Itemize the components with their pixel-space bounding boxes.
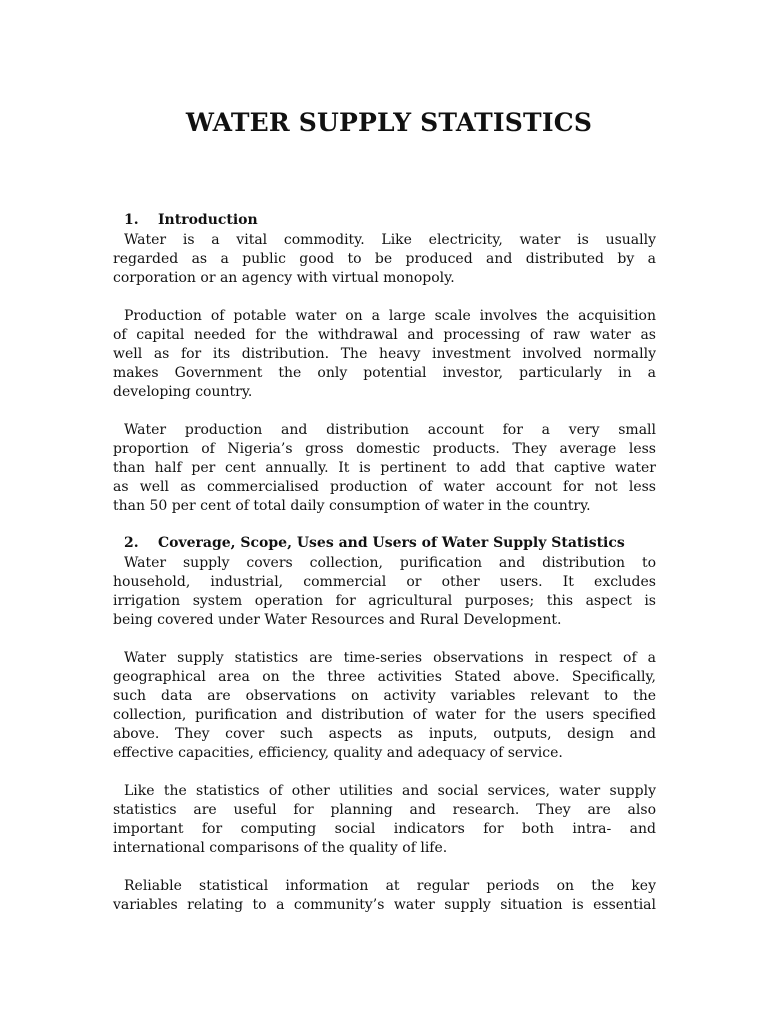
paragraph-line: effective capacities, efficiency, quality and adequacy of service. <box>113 745 563 761</box>
section-heading <box>124 535 625 551</box>
paragraph-line: irrigation system operation for agricultural purposes; this aspect is <box>113 593 656 609</box>
paragraph-line: developing country. <box>113 384 253 400</box>
paragraph-line: geographical area on the three activities Stated above. Specifically, <box>113 669 656 685</box>
paragraph <box>113 231 656 288</box>
paragraph-line: of capital needed for the withdrawal and processing of raw water as <box>113 327 656 343</box>
paragraph-line: collection, purification and distribution of water for the users specified <box>113 707 656 723</box>
section-heading-text: Coverage, Scope, Uses and Users of Water Supply Statistics <box>158 535 625 551</box>
paragraph-line: Reliable statistical information at regular periods on the key <box>124 878 656 894</box>
paragraph-line: above. They cover such aspects as inputs, outputs, design and <box>113 726 656 742</box>
paragraph-line: international comparisons of the quality of life. <box>113 840 448 856</box>
section-heading <box>124 212 258 228</box>
paragraph-line: important for computing social indicators for both intra- and <box>113 821 656 837</box>
paragraph-line: proportion of Nigeria’s gross domestic products. They average less <box>113 441 656 457</box>
section-heading-text: Introduction <box>158 212 258 228</box>
paragraph-line: as well as commercialised production of water account for not less <box>113 479 656 495</box>
paragraph-line: household, industrial, commercial or other users. It excludes <box>113 574 656 590</box>
paragraph-line: such data are observations on activity variables relevant to the <box>113 688 656 704</box>
paragraph-line: Like the statistics of other utilities and social services, water supply <box>124 783 656 799</box>
paragraph <box>113 649 656 763</box>
paragraph-line: Production of potable water on a large scale involves the acquisition <box>124 308 656 324</box>
paragraph-line: being covered under Water Resources and Rural Development. <box>113 612 562 628</box>
section-number: 1. <box>124 212 139 228</box>
paragraph <box>113 782 656 858</box>
paragraph <box>113 421 656 516</box>
paragraph-line: than half per cent annually. It is pertinent to add that captive water <box>113 460 656 476</box>
paragraph-line: statistics are useful for planning and research. They are also <box>113 802 656 818</box>
paragraph-line: Water production and distribution account for a very small <box>124 422 656 438</box>
paragraph-line: Water supply statistics are time-series observations in respect of a <box>124 650 656 666</box>
section-number: 2. <box>124 535 139 551</box>
paragraph-line: than 50 per cent of total daily consumption of water in the country. <box>113 498 591 514</box>
paragraph-line: makes Government the only potential investor, particularly in a <box>113 365 656 381</box>
paragraph-line: corporation or an agency with virtual monopoly. <box>113 270 455 286</box>
paragraph-line: Water is a vital commodity. Like electricity, water is usually <box>124 232 656 248</box>
paragraph-line: well as for its distribution. The heavy investment involved normally <box>113 346 656 362</box>
paragraph <box>113 554 656 630</box>
paragraph-line: Water supply covers collection, purification and distribution to <box>124 555 656 571</box>
paragraph <box>113 877 656 915</box>
paragraph-line: regarded as a public good to be produced and distributed by a <box>113 251 656 267</box>
paragraph <box>113 307 656 402</box>
paragraph-line: variables relating to a community’s water supply situation is essential <box>113 897 656 913</box>
document-title: WATER SUPPLY STATISTICS <box>185 108 593 137</box>
